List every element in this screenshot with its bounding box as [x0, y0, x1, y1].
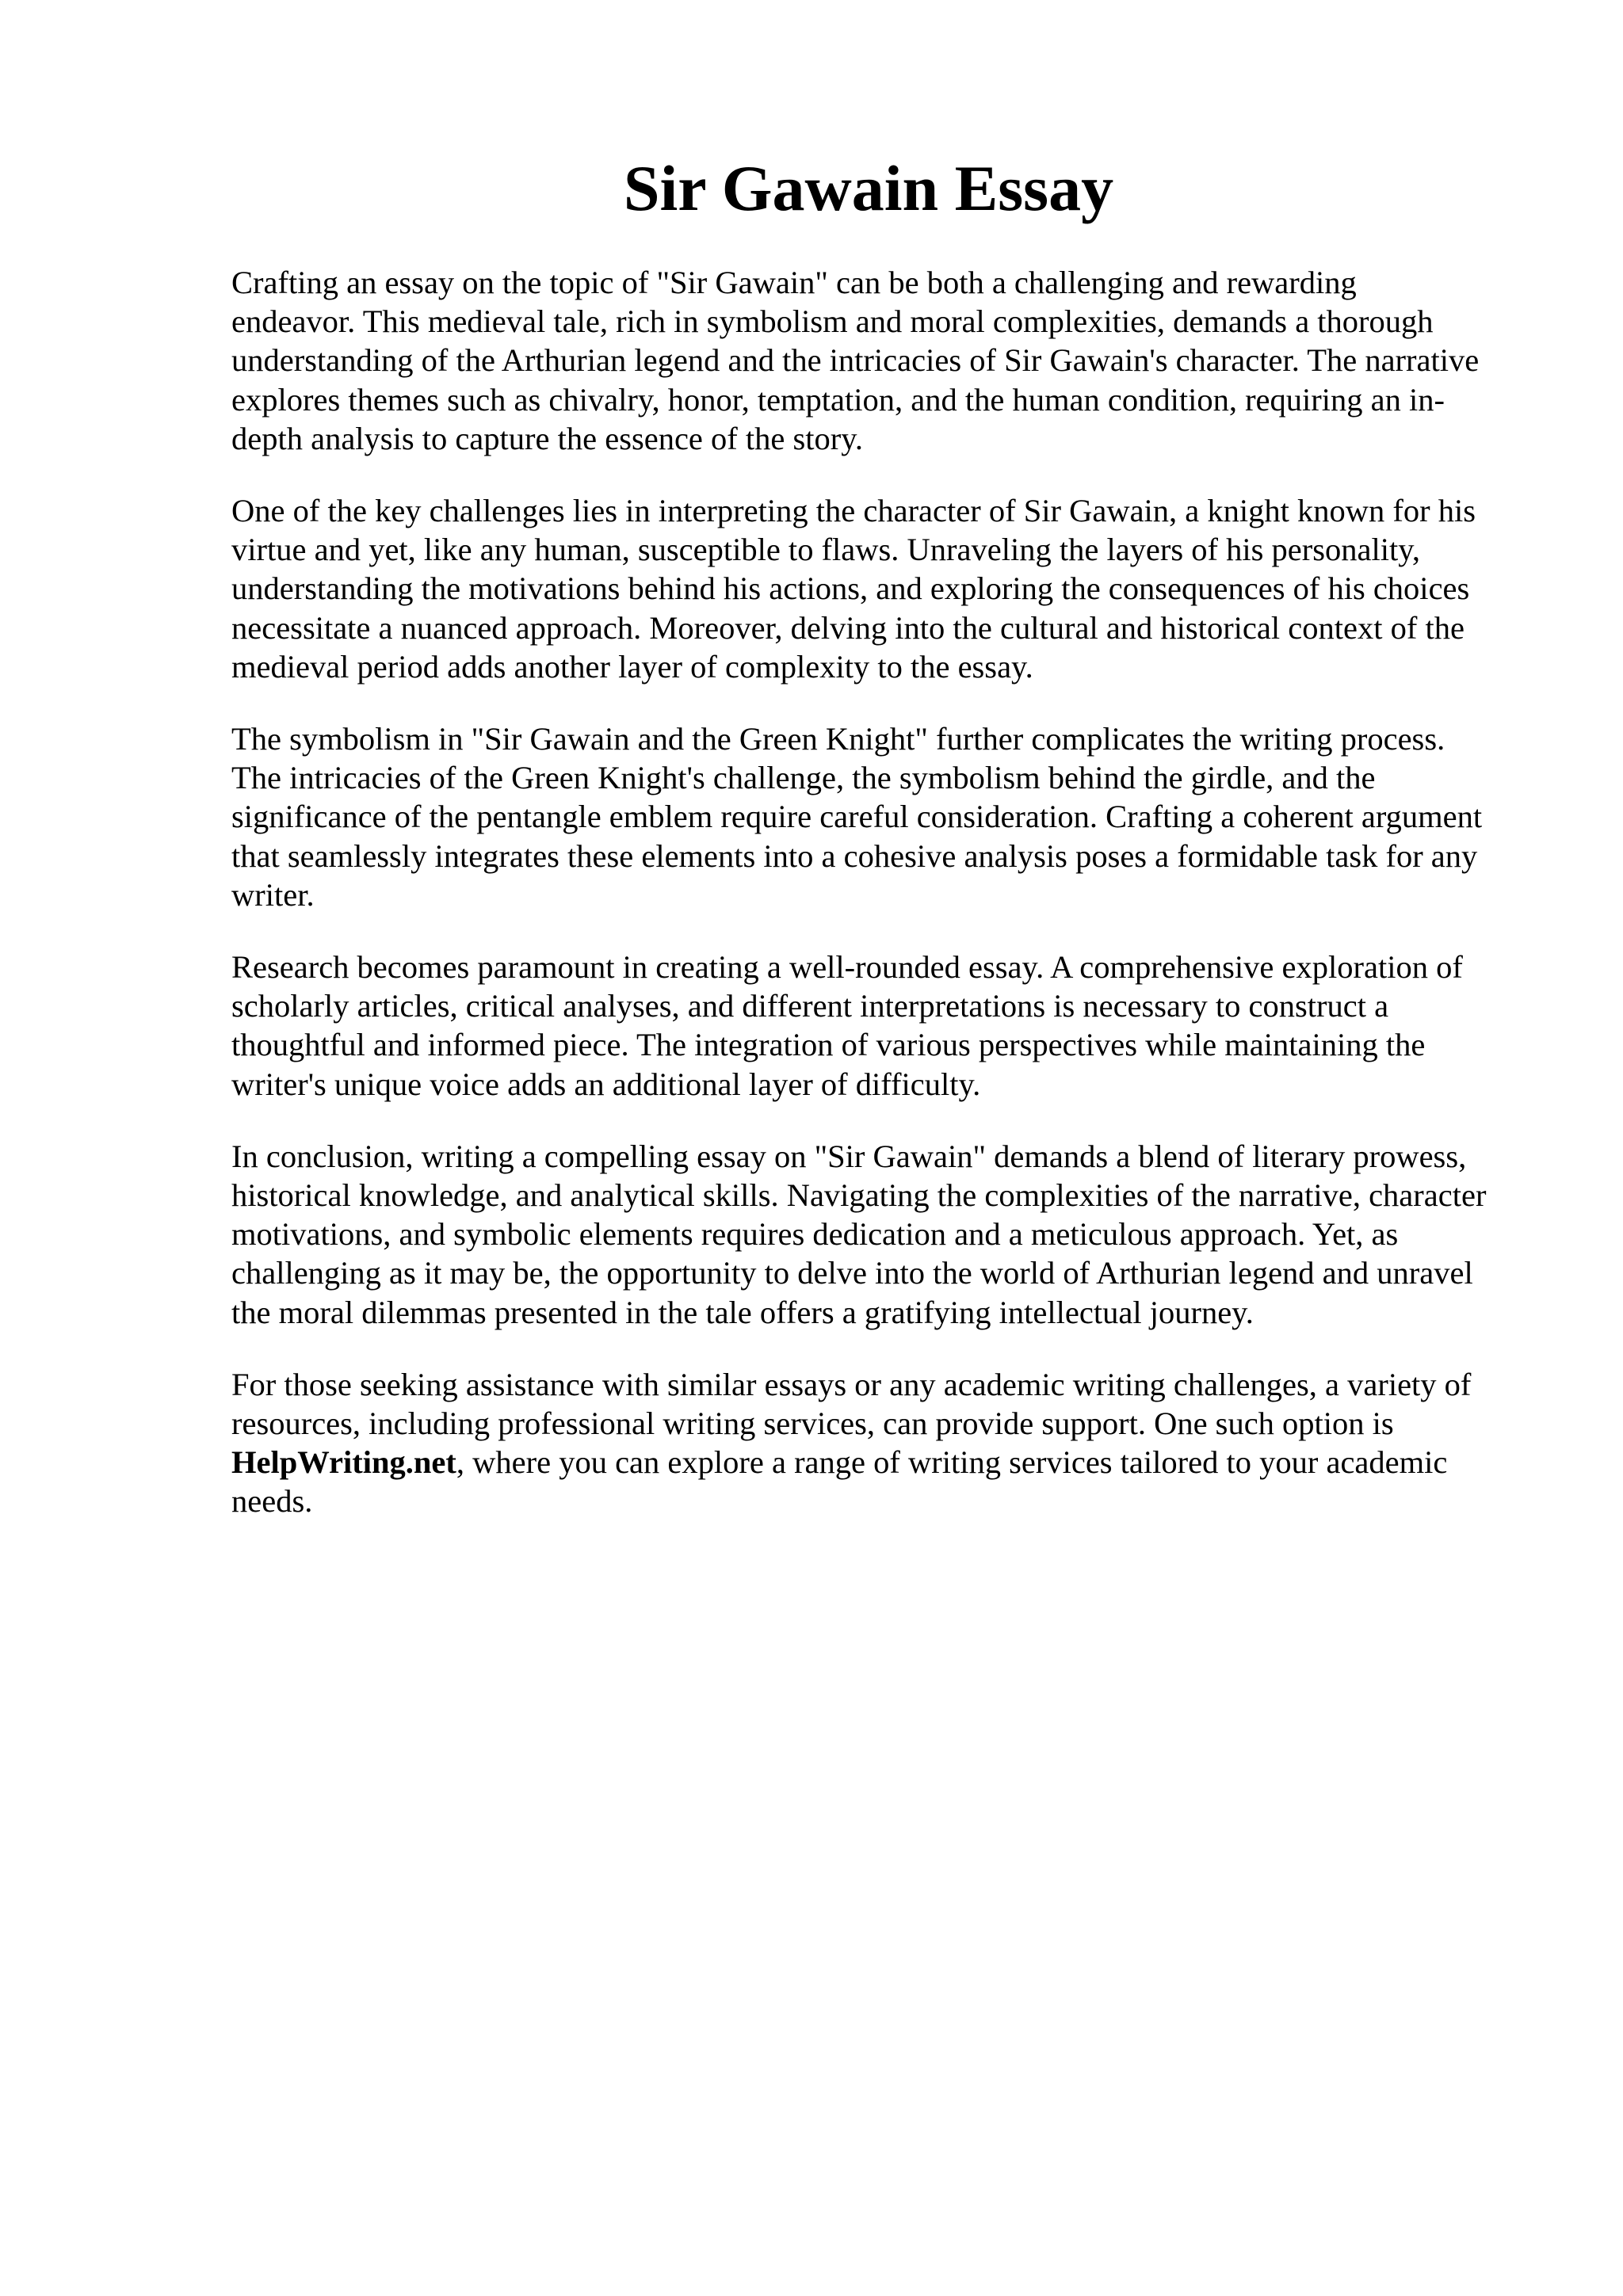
- paragraph-line: Crafting an essay on the topic of "Sir Gawain" can be both a challenging and rewarding: [231, 265, 1357, 300]
- helpwriting-brand-text: HelpWriting.net: [231, 1444, 456, 1481]
- paragraph-line: the moral dilemmas presented in the tale offers a gratifying intellectual journey.: [231, 1294, 1254, 1330]
- paragraph-line: virtue and yet, like any human, susceptible to flaws. Unraveling the layers of his personality,: [231, 532, 1420, 568]
- paragraph-2: [231, 491, 1531, 686]
- essay-body: [231, 263, 1531, 1554]
- paragraph-line: understanding of the Arthurian legend and the intricacies of Sir Gawain's character. The narrative: [231, 342, 1480, 379]
- paragraph-line: depth analysis to capture the essence of the story.: [231, 420, 863, 456]
- paragraph-3: [231, 719, 1531, 914]
- paragraph-line: understanding the motivations behind his actions, and exploring the consequences of his choices: [231, 570, 1470, 607]
- paragraph-line: thoughtful and informed piece. The integration of various perspectives while maintaining the: [231, 1027, 1426, 1063]
- closing-line-rest: , where you can explore a range of writing services tailored to your academic: [456, 1444, 1448, 1481]
- paragraph-line: significance of the pentangle emblem require careful consideration. Crafting a coherent argument: [231, 799, 1483, 835]
- paragraph-line: needs.: [231, 1483, 313, 1520]
- paragraph-line: medieval period adds another layer of complexity to the essay.: [231, 648, 1033, 685]
- paragraph-line: writer.: [231, 876, 315, 913]
- paragraph-line: challenging as it may be, the opportunity to delve into the world of Arthurian legend and unravel: [231, 1255, 1473, 1291]
- paragraph-line: [231, 1443, 1531, 1482]
- paragraph-line: explores themes such as chivalry, honor, temptation, and the human condition, requiring an in-: [231, 381, 1445, 418]
- paragraph-line: writer's unique voice adds an additional layer of difficulty.: [231, 1066, 981, 1102]
- paragraph-line: resources, including professional writing services, can provide support. One such option is: [231, 1405, 1394, 1442]
- paragraph-line: historical knowledge, and analytical skills. Navigating the complexities of the narrative, character: [231, 1177, 1487, 1214]
- document-title: Sir Gawain Essay: [623, 152, 1114, 224]
- paragraph-line: The symbolism in "Sir Gawain and the Green Knight" further complicates the writing process.: [231, 721, 1445, 757]
- paragraph-line: One of the key challenges lies in interpreting the character of Sir Gawain, a knight known for his: [231, 493, 1476, 529]
- paragraph-line: motivations, and symbolic elements requires dedication and a meticulous approach. Yet, as: [231, 1216, 1399, 1253]
- paragraph-line: In conclusion, writing a compelling essay on "Sir Gawain" demands a blend of literary prowess,: [231, 1138, 1467, 1174]
- paragraph-line: Research becomes paramount in creating a well-rounded essay. A comprehensive exploration of: [231, 949, 1463, 986]
- closing-paragraph: [231, 1365, 1531, 1521]
- paragraph-line: endeavor. This medieval tale, rich in symbolism and moral complexities, demands a thorough: [231, 303, 1434, 340]
- paragraph-line: that seamlessly integrates these elements into a cohesive analysis poses a formidable task for any: [231, 837, 1478, 874]
- paragraph-line: For those seeking assistance with similar essays or any academic writing challenges, a variety of: [231, 1366, 1472, 1402]
- paragraph-1: [231, 263, 1531, 458]
- paragraph-line: scholarly articles, critical analyses, and different interpretations is necessary to construct a: [231, 988, 1389, 1024]
- paragraph-4: [231, 948, 1531, 1104]
- paragraph-line: The intricacies of the Green Knight's challenge, the symbolism behind the girdle, and the: [231, 760, 1376, 796]
- paragraph-line: necessitate a nuanced approach. Moreover, delving into the cultural and historical context of the: [231, 609, 1465, 646]
- paragraph-5: [231, 1137, 1531, 1332]
